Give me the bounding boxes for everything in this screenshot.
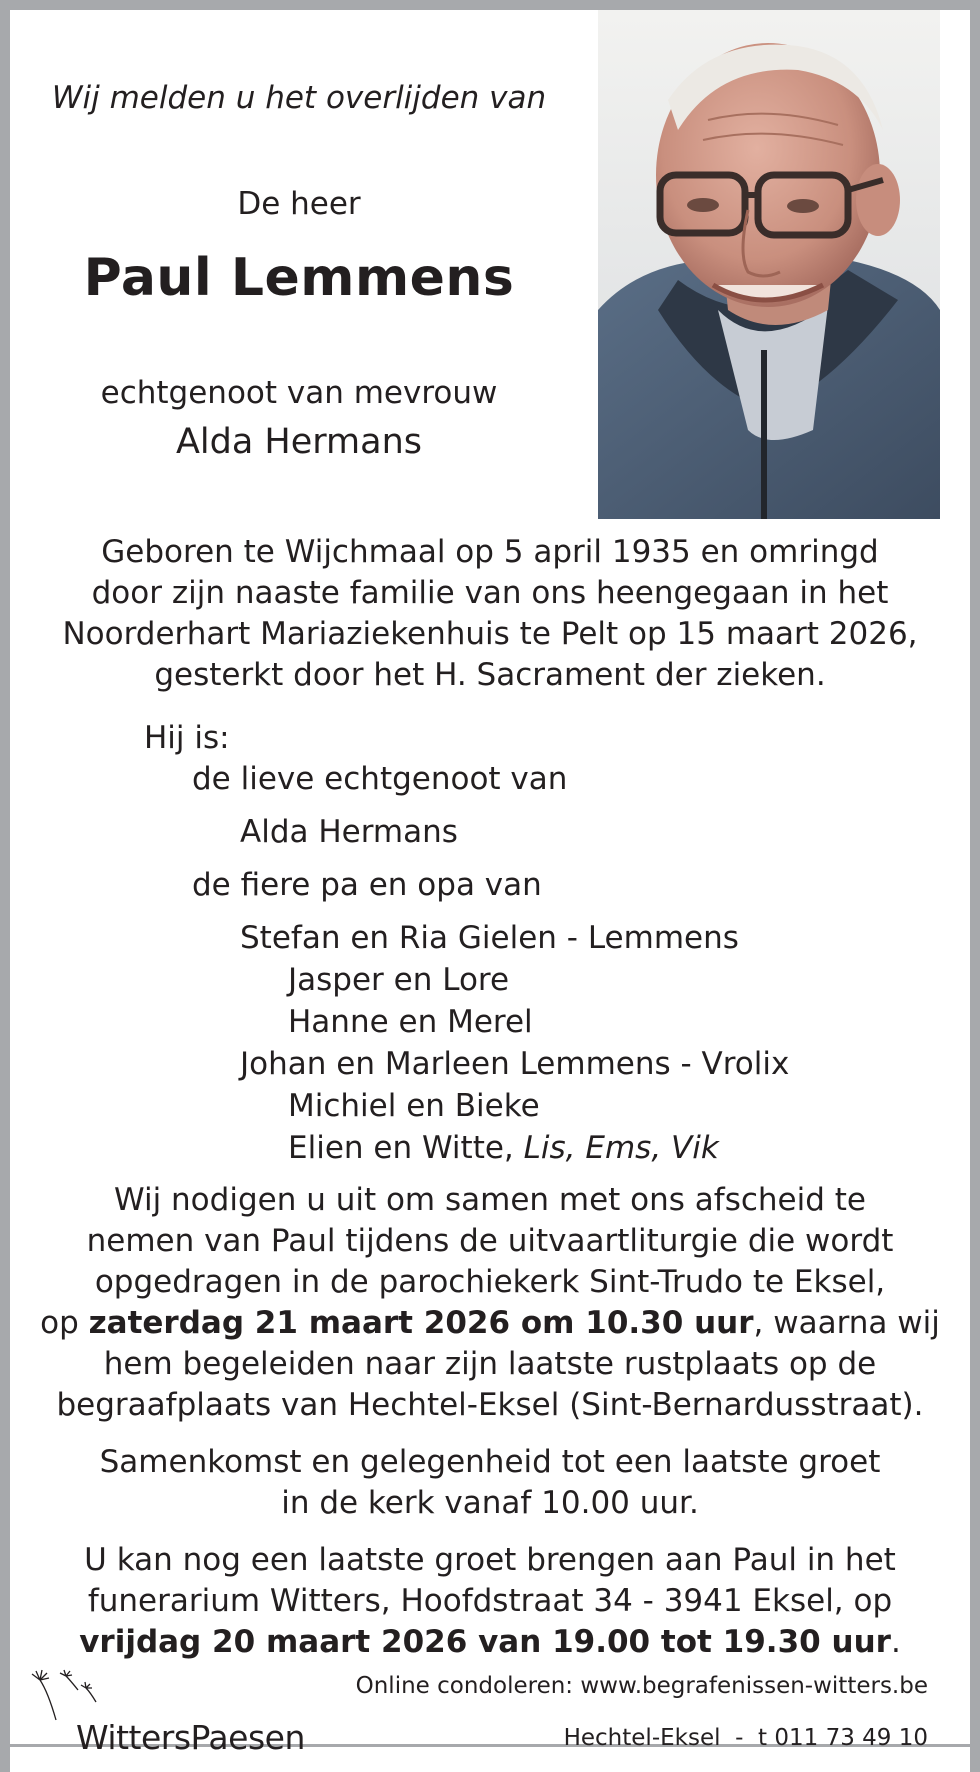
funeral-line-5: hem begeleiden naar zijn laatste rustplaats op de xyxy=(103,1346,877,1382)
funeral-line-6: begraafplaats van Hechtel-Eksel (Sint-Bernardusstraat). xyxy=(56,1387,924,1423)
company-logo: WittersPaesen xyxy=(76,1718,305,1757)
funeral-line-4-pre: op xyxy=(40,1305,89,1341)
portrait-photo xyxy=(598,10,940,519)
child-family-2: Johan en Marleen Lemmens - Vrolix xyxy=(240,1046,790,1082)
spouse-name: Alda Hermans xyxy=(175,422,423,462)
family-heading: Hij is: xyxy=(144,720,230,756)
funeral-datetime: zaterdag 21 maart 2026 om 10.30 uur xyxy=(88,1305,754,1341)
grandchildren-2: Hanne en Merel xyxy=(288,1004,533,1040)
visit-line-3-post: . xyxy=(890,1624,901,1660)
grandchildren-4 xyxy=(288,1130,719,1166)
great-grandchildren-names: Lis, Ems, Vik xyxy=(523,1130,719,1166)
funeral-line-4-post: , waarna wij xyxy=(753,1305,940,1341)
birth-line-4: gesterkt door het H. Sacrament der zieken. xyxy=(154,657,826,693)
grandchildren-4-names: Elien en Witte, xyxy=(288,1130,524,1166)
spouse-role: de lieve echtgenoot van xyxy=(192,761,568,797)
spouse-entry: Alda Hermans xyxy=(240,814,458,850)
deceased-name: Paul Lemmens xyxy=(83,248,515,308)
birth-line-3: Noorderhart Mariaziekenhuis te Pelt op 15 maart 2026, xyxy=(62,616,918,652)
birth-line-1: Geboren te Wijchmaal op 5 april 1935 en omringd xyxy=(101,534,879,570)
intro-text: Wij melden u het overlijden van xyxy=(51,80,547,116)
grandchildren-1: Jasper en Lore xyxy=(288,962,510,998)
dandelion-seeds-icon xyxy=(18,1662,118,1722)
parent-role: de fiere pa en opa van xyxy=(192,867,542,903)
gathering-line-2: in de kerk vanaf 10.00 uur. xyxy=(281,1485,699,1521)
condolence-url: Online condoleren: www.begrafenissen-witters.be xyxy=(355,1673,928,1699)
spouse-label: echtgenoot van mevrouw xyxy=(100,375,498,411)
visit-line-3 xyxy=(18,1622,962,1663)
grandchildren-3: Michiel en Bieke xyxy=(288,1088,540,1124)
funeral-line-1: Wij nodigen u uit om samen met ons afscheid te xyxy=(113,1182,866,1218)
funeral-line-2: nemen van Paul tijdens de uitvaartliturgie die wordt xyxy=(86,1223,894,1259)
funeral-line-3: opgedragen in de parochiekerk Sint-Trudo te Eksel, xyxy=(94,1264,886,1300)
contact-info: Hechtel-Eksel - t 011 73 49 10 xyxy=(563,1725,928,1751)
honorific: De heer xyxy=(237,186,361,222)
visit-line-1: U kan nog een laatste groet brengen aan Paul in het xyxy=(84,1542,896,1578)
funeral-line-4 xyxy=(18,1303,962,1344)
visit-datetime: vrijdag 20 maart 2026 van 19.00 tot 19.30 uur xyxy=(79,1624,891,1660)
child-family-1: Stefan en Ria Gielen - Lemmens xyxy=(240,920,739,956)
birth-line-2: door zijn naaste familie van ons heengegaan in het xyxy=(91,575,889,611)
gathering-line-1: Samenkomst en gelegenheid tot een laatste groet xyxy=(99,1444,881,1480)
visit-line-2: funerarium Witters, Hoofdstraat 34 - 3941 Eksel, op xyxy=(87,1583,893,1619)
